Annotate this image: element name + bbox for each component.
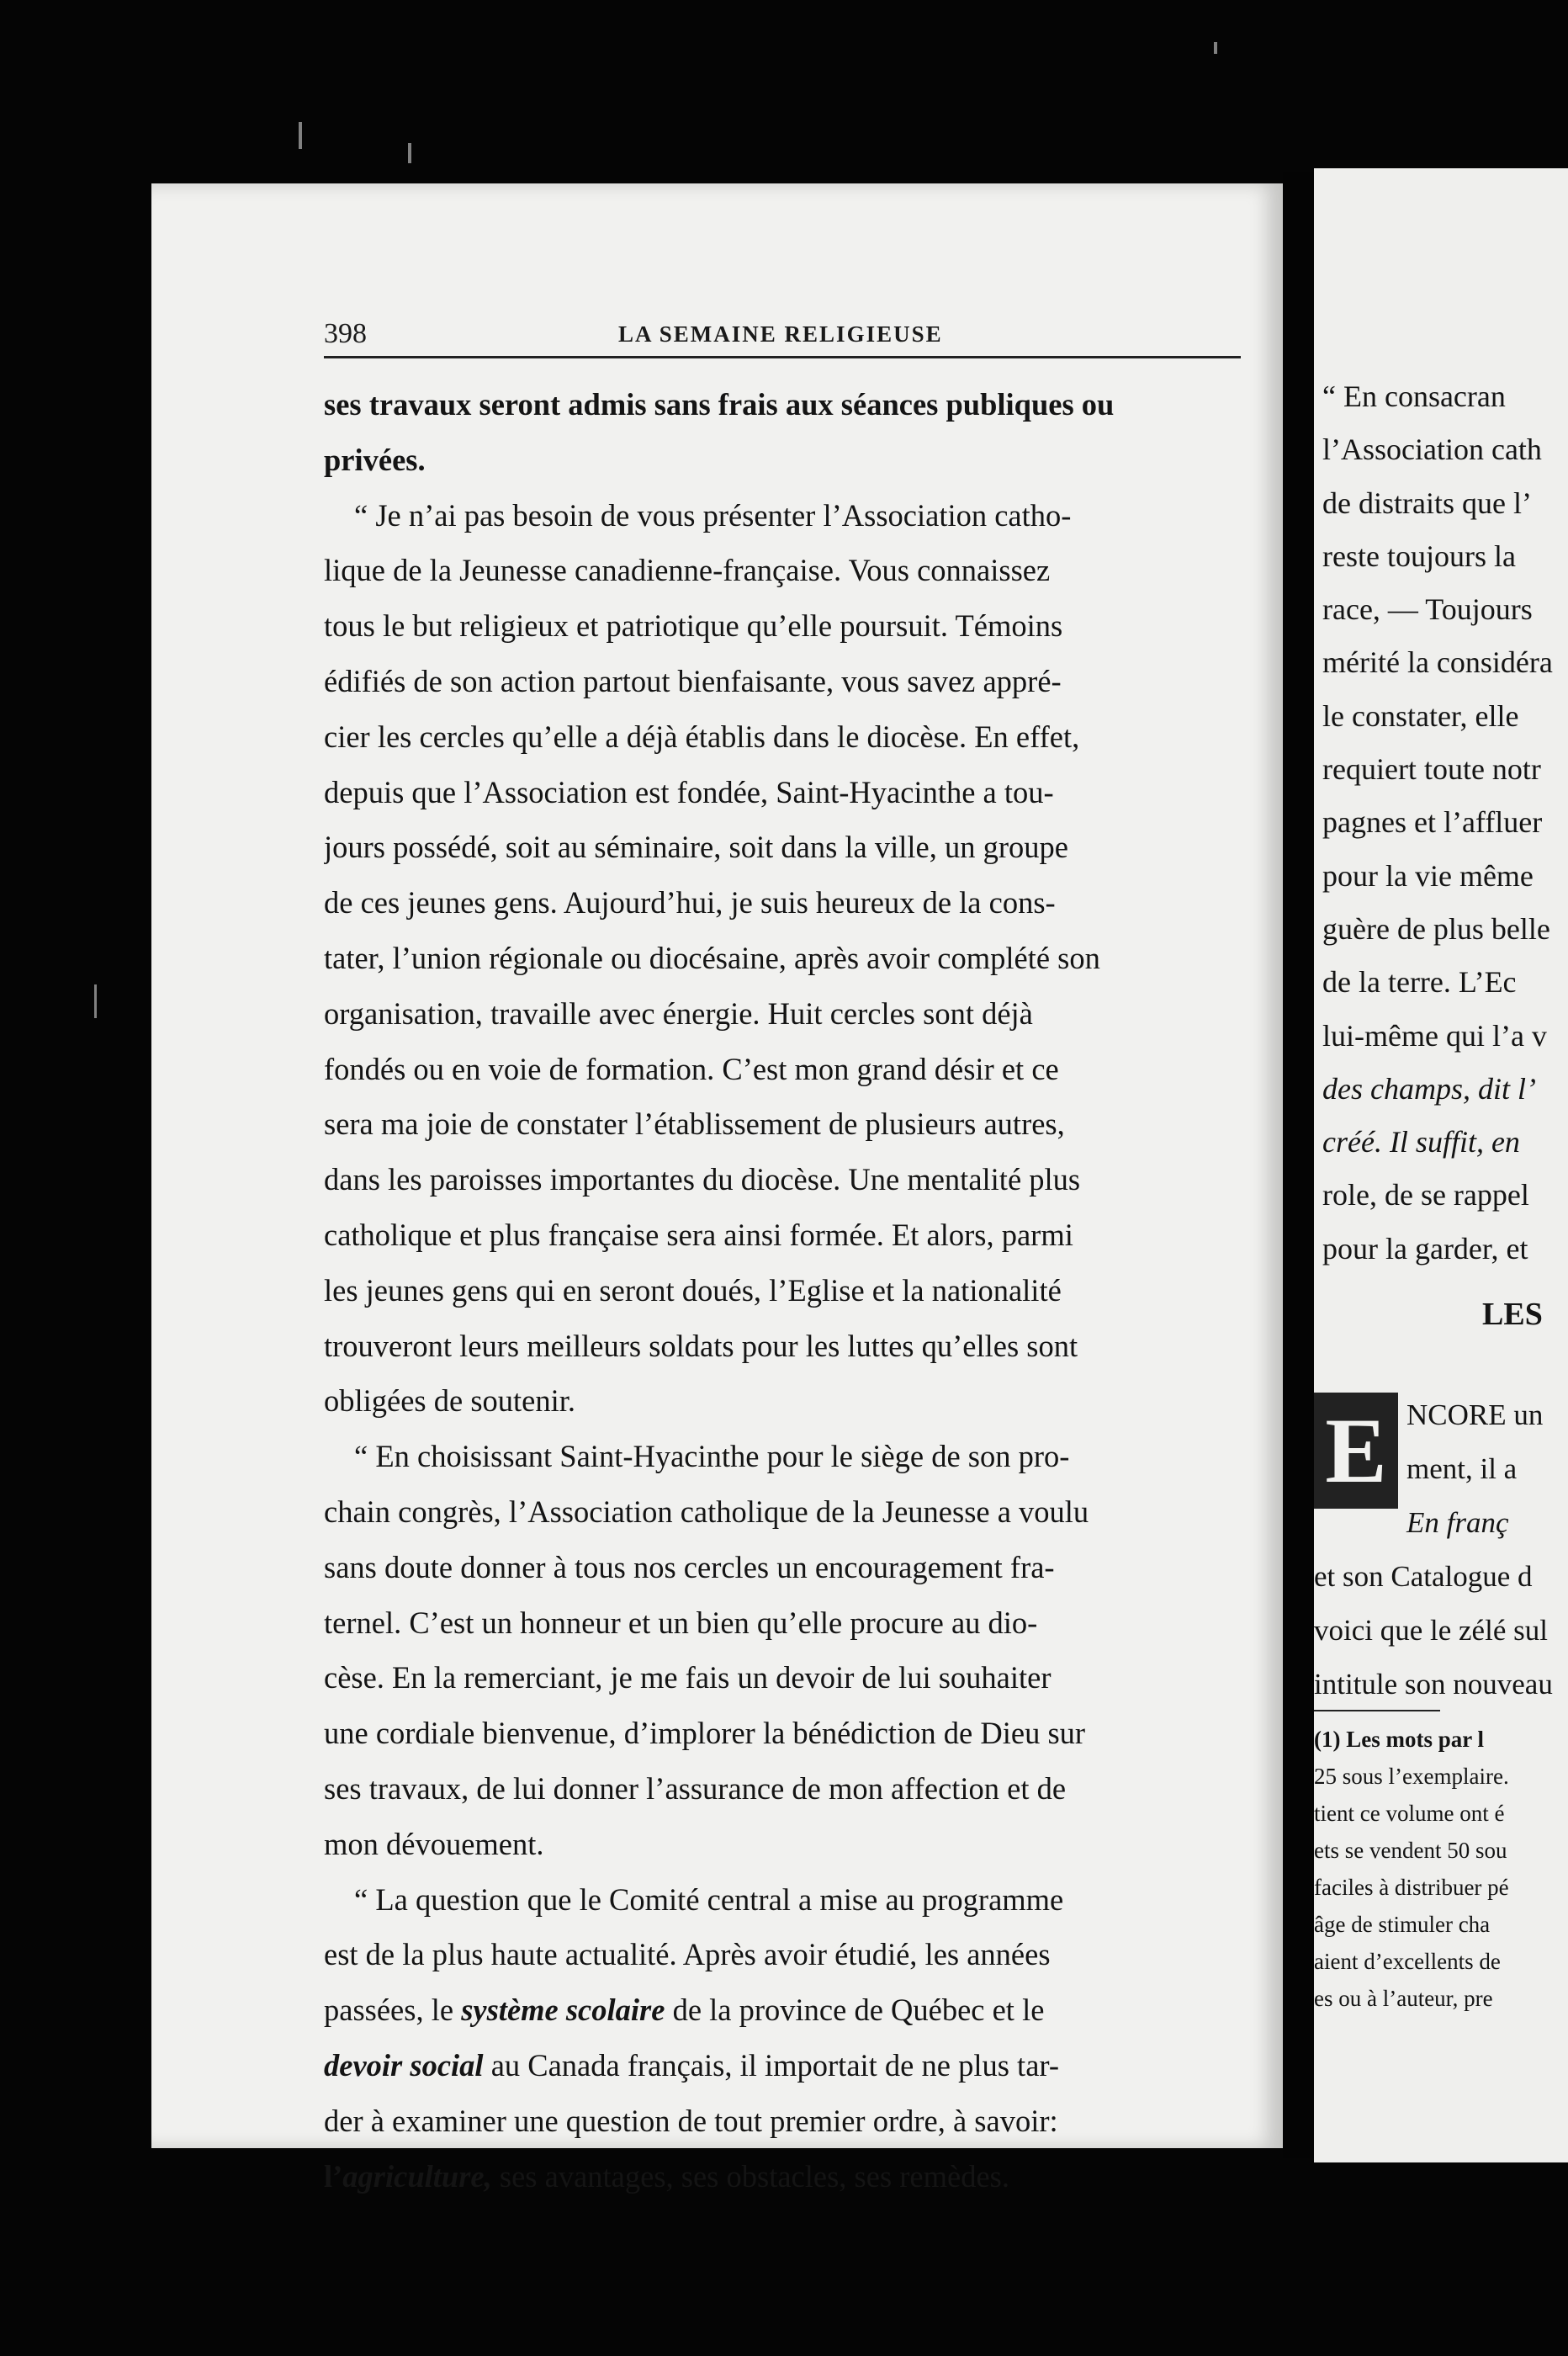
text-line: une cordiale bienvenue, d’implorer la bénédiction de Dieu sur — [324, 1716, 1086, 1751]
right-section-heading: LES — [1482, 1297, 1543, 1332]
text-line: sans doute donner à tous nos cercles un encouragement fra- — [324, 1549, 1055, 1584]
text-line: intitule son nouveau — [1314, 1668, 1553, 1701]
text-run: de la province de Québec et le — [665, 1993, 1045, 2028]
text-line: lui-même qui l’a v — [1322, 1018, 1547, 1053]
dropcap-letter: E — [1314, 1393, 1398, 1509]
text-run: au Canada français, il importait de ne plus tar- — [483, 2047, 1059, 2083]
text-line: “ Je n’ai pas besoin de vous présenter l’Association catho- — [354, 497, 1072, 533]
text-line: requiert toute notr — [1322, 752, 1541, 787]
left-page — [151, 183, 1283, 2194]
footnote-line: es ou à l’auteur, pre — [1314, 1986, 1493, 2011]
text-line: jours possédé, soit au séminaire, soit dans la ville, un groupe — [324, 830, 1068, 865]
footnote-line: 25 sous l’exemplaire. — [1314, 1764, 1509, 1789]
text-run: système scolaire — [461, 1993, 665, 2028]
footnote-line: (1) Les mots par l — [1314, 1727, 1484, 1752]
text-line: pour la vie même — [1322, 858, 1534, 893]
text-run: ses avantages, ses obstacles, ses remèdes. — [491, 2158, 1010, 2194]
text-line: pagnes et l’affluer — [1322, 805, 1543, 840]
text-line: privées. — [324, 442, 426, 477]
text-run: l’ — [324, 2158, 343, 2194]
text-line: créé. Il suffit, en — [1322, 1125, 1520, 1159]
header-rule — [324, 356, 1241, 358]
text-line: guère de plus belle — [1322, 911, 1550, 946]
text-line: mon dévouement. — [324, 1826, 544, 1861]
text-line: et son Catalogue d — [1314, 1560, 1533, 1593]
text-line: de la terre. L’Ec — [1322, 965, 1517, 1000]
scan-speck — [94, 984, 97, 1018]
text-line: le constater, elle — [1322, 698, 1519, 733]
text-line: “ En consacran — [1322, 379, 1506, 413]
text-line — [324, 2038, 1266, 2093]
text-line: mérité la considéra — [1322, 645, 1553, 680]
footnote-rule — [1314, 1710, 1440, 1711]
footnote-line: tient ce volume ont é — [1314, 1801, 1505, 1826]
text-line: obligées de soutenir. — [324, 1383, 576, 1419]
text-run: agriculture, — [342, 2158, 492, 2194]
footnote-line: aient d’excellents de — [1314, 1949, 1501, 1974]
text-line: est de la plus haute actualité. Après avoir étudié, les années — [324, 1937, 1051, 1972]
footnote-line: faciles à distribuer pé — [1314, 1875, 1509, 1900]
text-line: cier les cercles qu’elle a déjà établis dans le diocèse. En effet, — [324, 719, 1080, 754]
text-line: “ La question que le Comité central a mise au programme — [354, 1881, 1064, 1917]
text-line: tous le but religieux et patriotique qu’elle poursuit. Témoins — [324, 608, 1063, 644]
scan-speck — [1214, 42, 1217, 54]
footnote-line: âge de stimuler cha — [1314, 1912, 1491, 1937]
text-line — [324, 2149, 1266, 2205]
text-run: passées, le — [324, 1993, 462, 2028]
text-line: trouveront leurs meilleurs soldats pour les luttes qu’elles sont — [324, 1328, 1078, 1363]
text-line: ternel. C’est un honneur et un bien qu’elle procure au dio- — [324, 1605, 1038, 1640]
text-line: ses travaux, de lui donner l’assurance de mon affection et de — [324, 1770, 1067, 1806]
right-body-text-2 — [1314, 1388, 1566, 1711]
text-line: organisation, travaille avec énergie. Huit cercles sont déjà — [324, 995, 1033, 1031]
text-line: cèse. En la remerciant, je me fais un devoir de lui souhaiter — [324, 1660, 1052, 1695]
text-line: fondés ou en voie de formation. C’est mon grand désir et ce — [324, 1051, 1059, 1086]
text-line: les jeunes gens qui en seront doués, l’Eglise et la nationalité — [324, 1272, 1062, 1308]
text-line: catholique et plus française sera ainsi formée. Et alors, parmi — [324, 1217, 1073, 1252]
text-line: depuis que l’Association est fondée, Saint-Hyacinthe a tou- — [324, 774, 1054, 809]
text-line: sera ma joie de constater l’établissement de plusieurs autres, — [324, 1106, 1065, 1142]
footnote-line: ets se vendent 50 sou — [1314, 1838, 1507, 1863]
text-line: NCORE un — [1406, 1398, 1544, 1431]
text-line: l’Association cath — [1322, 432, 1542, 467]
text-line: En franç — [1406, 1506, 1509, 1539]
right-footnotes — [1314, 1721, 1566, 2017]
text-line: pour la garder, et — [1322, 1231, 1528, 1266]
text-run: devoir social — [324, 2047, 484, 2083]
text-line: “ En choisissant Saint-Hyacinthe pour le siège de son pro- — [354, 1439, 1070, 1474]
text-line: role, de se rappel — [1322, 1178, 1529, 1212]
text-line: lique de la Jeunesse canadienne-française. Vous connaissez — [324, 553, 1051, 588]
right-page — [1314, 168, 1568, 2162]
right-body-text — [1322, 370, 1568, 1276]
text-line: reste toujours la — [1322, 539, 1516, 573]
text-line: ses travaux seront admis sans frais aux séances publiques ou — [324, 387, 1115, 422]
text-line: chain congrès, l’Association catholique de la Jeunesse a voulu — [324, 1494, 1089, 1529]
text-line: des champs, dit l’ — [1322, 1071, 1536, 1106]
text-line: dans les paroisses importantes du diocèse. Une mentalité plus — [324, 1162, 1081, 1197]
text-line: de ces jeunes gens. Aujourd’hui, je suis heureux de la cons- — [324, 885, 1056, 921]
text-line: tater, l’union régionale ou diocésaine, après avoir complété son — [324, 940, 1100, 975]
running-title: LA SEMAINE RELIGIEUSE — [618, 321, 943, 347]
text-line: édifiés de son action partout bienfaisante, vous savez appré- — [324, 663, 1062, 698]
left-body-text — [324, 377, 1266, 2204]
text-line: der à examiner une question de tout premier ordre, à savoir: — [324, 2103, 1058, 2138]
text-line: de distraits que l’ — [1322, 486, 1532, 520]
text-line: ment, il a — [1406, 1452, 1518, 1485]
scan-speck — [299, 122, 302, 149]
text-line — [324, 1982, 1266, 2038]
page-number: 398 — [324, 318, 367, 349]
text-line: voici que le zélé sul — [1314, 1614, 1548, 1647]
text-line: race, — Toujours — [1322, 592, 1533, 627]
scan-speck — [408, 143, 411, 163]
